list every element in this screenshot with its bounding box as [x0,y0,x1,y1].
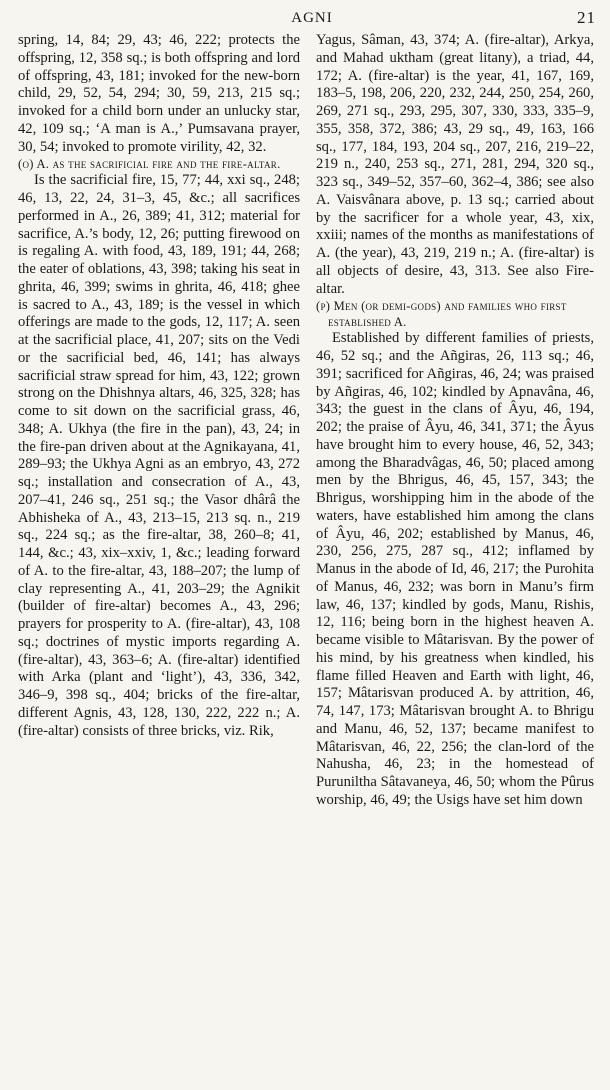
section-heading-o: (o) A. as the sacrificial fire and the fire-altar. [18,157,281,172]
running-title: AGNI [291,10,333,26]
index-entry-continuation: spring, 14, 84; 29, 43; 46, 222; protects the offspring, 12, 358 sq.; is both offspring and lord of offspring, 43, 181; invoked for the new-born child, 29, 52, 54, 294; 30, 59, 213, 215 sq.; invoked for a child born under an unlucky star, 42, 109 sq.; ‘A man is A.,’ Pumsavana prayer, 30, 54; invoked to promote virility, 42, 32. [18,32,300,155]
section-heading-p: (p) Men (or demi-gods) and families who first established A. [316,299,567,330]
index-entry-sacrificial-fire: Is the sacrificial fire, 15, 77; 44, xxi sq., 248; 46, 13, 22, 24, 31–3, 45, &c.; all sacrifices performed in A., 26, 389; 41, 312; material for sacrifice, A.’s body, 12, 26; putting firewood on is regaling A. with food, 43, 189, 191; 44, 268; the eater of oblations, 43, 398; taking his seat in ghrita, 46, 399; swims in ghrita, 46, 418; ghee is sacred to A., 43, 189; is the vessel in which offerings are made to the gods, 12, 117; A. seen at the sacrificial place, 41, 207; sits on the Vedi or the sacrificial bed, 46, 141; has always sacrificial straw spread for him, 43, 122; grown strong on the Dhishnya altars, 46, 325, 328; has come to sit down on the sacrificial grass, 46, 348; A. Ukhya (the fire in the pan), 43, 24; in the fire-pan driven about at the Agnikayana, 41, 289–93; the Ukhya Agni as an embryo, 43, 272 sq.; installation and consecration of A., 43, 207–41, 246 sq., 251 sq.; the Vasor dhârâ the Abhisheka of A., 43, 213–15, 213 sq. n., 219 sq., 224 sq.; as the fire-altar, 38, 260–8; 41, 144, &c.; 43, xix–xxiv, 1, &c.; leading forward of A. to the fire-altar, 43, 188–207; the lump of clay representing A., 41, 203–29; the Agnikit (builder of fire-altar) becomes A., 43, 296; prayers for prosperity to A. (fire-altar), 43, 108 sq.; doctrines of mystic imports regarding A. (fire-altar), 43, 363–6; A. (fire-altar) identified with Arka (plant and ‘light’), 43, 336, 342, 346–9, 398 sq., 404; bricks of the fire-altar, different Agnis, 43, 128, 130, 222, 222 n.; A. (fire-altar) consists of three bricks, viz. Rik, [18,172,300,739]
index-entry-fire-altar-continued: Yagus, Sâman, 43, 374; A. (fire-altar), Arkya, and Mahad uktham (great litany), a triad, 44, 172; A. (fire-altar) is the year, 41, 167, 169, 183–5, 198, 206, 220, 232, 244, 250, 254, 260, 269, 271 sq., 293, 295, 307, 330, 333, 335–9, 355, 358, 372, 386; 43, 29 sq., 49, 163, 166 sq., 177, 184, 193, 204 sq., 207, 216, 219–22, 219 n., 240, 253 sq., 271, 281, 294, 320 sq., 323 sq., 349–52, 357–60, 362–4, 386; see also A. Vaisvânara above, p. 13 sq.; carried about by the sacrificer for a whole year, 43, xix, xxiii; names of the months as manifestations of A. (the year), 43, 219, 219 n.; A. (fire-altar) is all objects of desire, 43, 313. See also Fire-altar. [316,32,594,297]
left-column [18,32,300,1084]
right-column [316,32,594,1084]
page-number: 21 [577,8,596,27]
index-entry-families: Established by different families of priests, 46, 52 sq.; and the Añgiras, 26, 113 sq.; 46, 391; sacrificed for Añgiras, 46, 24; was praised by Añgiras, 46, 102; kindled by Apnavâna, 46, 343; the guest in the clans of Âyu, 46, 194, 202; the praise of Âyu, 46, 341, 371; the Âyus have brought him to every house, 46, 52, 343; among the Bharadvâgas, 46, 50; placed among men by the Bhrigus, 46, 45, 157, 343; the Bhrigus, worshipping him in the abode of the waters, have established him among the clans of Âyu, 46, 202; established by Manus, 46, 230, 256, 275, 287 sq., 412; inflamed by Manus in the abode of Id, 46, 217; the Purohita of Manus, 46, 232; was born in Manu’s firm law, 46, 137; kindled by gods, Manu, Rishis, 12, 116; being born in the highest heaven A. became visible to Mâtarisvan. By the power of his mind, by his greatness when kindled, his flame filled Heaven and Earth with light, 46, 157; Mâtarisvan produced A. by attrition, 46, 74, 147, 173; Mâtarisvan brought A. to Bhrigu and Manu, 46, 52, 137; became manifest to Mâtarisvan, 46, 22, 256; the clan-lord of the Nahusha, 46, 23; in the homestead of Puruniltha Sâtavaneya, 46, 50; whom the Pûrus worship, 46, 49; the Usigs have set him down [316,330,594,808]
running-header [28,6,596,34]
